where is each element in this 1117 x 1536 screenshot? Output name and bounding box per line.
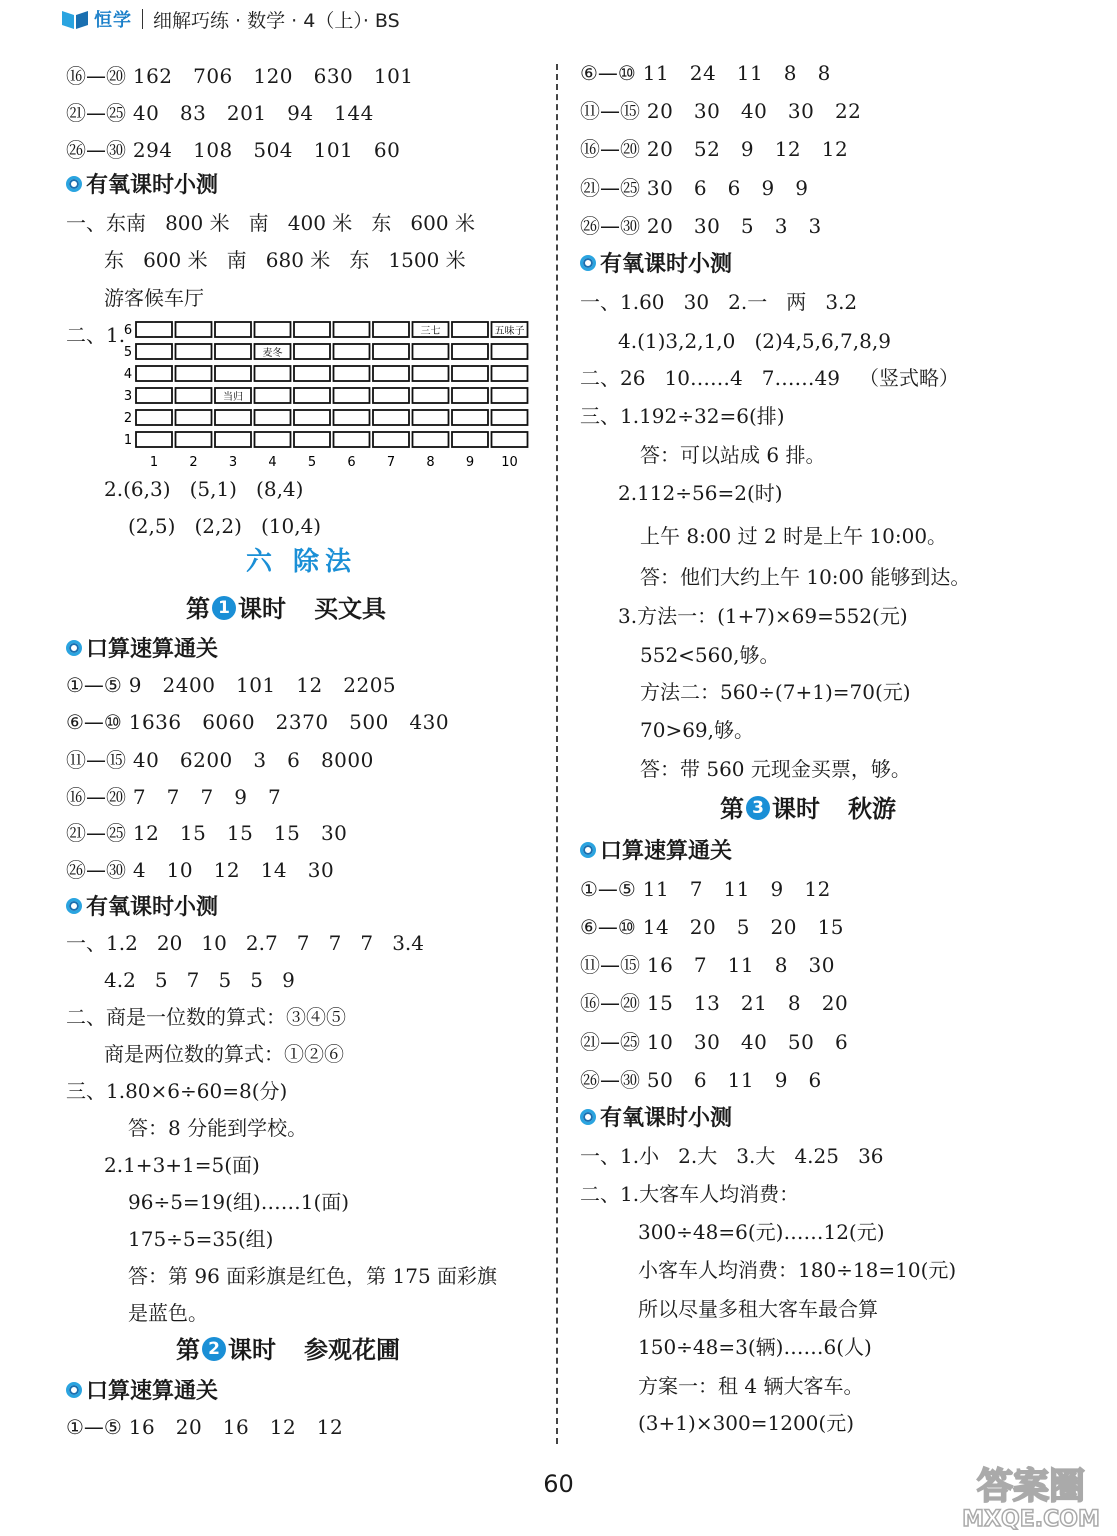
- grid-cell: [215, 344, 251, 359]
- answer-values: 30 6 6 9 9: [640, 176, 809, 200]
- answer-values: 40 83 201 94 144: [126, 101, 374, 125]
- column-divider: [556, 64, 558, 1444]
- answer-row: [580, 1030, 848, 1054]
- answer-values: 1636 6060 2370 500 430: [121, 710, 450, 734]
- subsection-heading: [580, 840, 732, 864]
- answer-values: 20 52 9 12 12: [640, 137, 849, 161]
- answer-row: [580, 137, 848, 161]
- subsection-heading: [66, 896, 218, 920]
- lesson-suffix: 课时: [228, 1336, 276, 1364]
- grid-cell: [136, 344, 172, 359]
- answer-line: 所以尽量多租大客车最合算: [638, 1297, 878, 1321]
- answer-line: 小客车人均消费：180÷18=10(元): [638, 1258, 957, 1282]
- grid-col-label: 5: [307, 455, 317, 468]
- grid-cell: [492, 432, 528, 447]
- answer-line: 东 600 米 南 680 米 东 1500 米: [104, 248, 466, 272]
- answer-row: [580, 877, 831, 901]
- grid-cell: [294, 366, 330, 381]
- grid-cell: [215, 432, 251, 447]
- grid-row-label: 3: [123, 389, 133, 404]
- question-range: ①—⑤: [66, 1415, 122, 1439]
- header-separator: [142, 9, 143, 29]
- answer-row: [580, 176, 809, 200]
- subsection-title: 口算速算通关: [600, 839, 733, 864]
- answer-line: 答：8 分能到学校。: [128, 1116, 308, 1140]
- answer-line: 2.112÷56=2(时): [618, 481, 783, 505]
- question-range: ⑥—⑩: [580, 915, 636, 939]
- grid-cell: [294, 388, 330, 403]
- answer-values: 12 15 15 15 30: [126, 821, 348, 845]
- grid-col-label: 1: [149, 455, 159, 468]
- grid-cell: [334, 344, 370, 359]
- answer-line: 二、1.大客车人均消费：: [580, 1182, 800, 1206]
- answer-line: 4.2 5 7 5 5 9: [104, 968, 295, 992]
- grid-cell: [334, 410, 370, 425]
- grid-cell-label: 麦冬: [262, 348, 283, 359]
- chapter-title: 六 除法: [246, 547, 358, 577]
- subsection-title: 有氧课时小测: [86, 895, 219, 920]
- subsection-heading: [580, 253, 732, 277]
- lesson-prefix: 第: [720, 795, 744, 823]
- lesson-number-badge: 3: [746, 796, 770, 820]
- grid-cell: [452, 432, 488, 447]
- grid-col-label: 2: [189, 455, 198, 468]
- lesson-heading: [720, 797, 896, 822]
- question-range: ①—⑤: [580, 877, 636, 901]
- grid-cell: [492, 366, 528, 381]
- answer-line: 三、1.80×6÷60=8(分): [66, 1079, 288, 1103]
- grid-cell: [176, 344, 212, 359]
- answer-line: 答：他们大约上午 10:00 能够到达。: [640, 565, 971, 589]
- grid-row-label: 1: [123, 433, 133, 448]
- grid-cell: [136, 322, 172, 337]
- answer-values: 294 108 504 101 60: [126, 138, 401, 162]
- answer-line: 游客候车厅: [104, 286, 204, 310]
- grid-cell: [452, 322, 488, 337]
- grid-cell: [136, 432, 172, 447]
- grid-cell: [413, 388, 449, 403]
- answer-values: 20 30 5 3 3: [640, 214, 822, 238]
- answer-row: [66, 673, 396, 697]
- answer-line: 300÷48=6(元)……12(元): [638, 1220, 885, 1244]
- answer-values: 14 20 5 20 15: [635, 915, 845, 939]
- grid-cell: [413, 432, 449, 447]
- lesson-prefix: 第: [176, 1336, 200, 1364]
- grid-col-label: 3: [228, 455, 238, 468]
- answer-values: 16 7 11 8 30: [640, 953, 835, 977]
- logo-text: 恒学: [94, 10, 132, 31]
- question-range: ⑪—⑮: [66, 748, 126, 772]
- subsection-title: 口算速算通关: [86, 637, 219, 662]
- question-range: ⑯—⑳: [580, 991, 640, 1015]
- answer-line: 方案一：租 4 辆大客车。: [638, 1374, 864, 1398]
- subsection-heading: [66, 174, 218, 198]
- book-title: 细解巧练 · 数学 · 4（上）· BS: [153, 9, 400, 32]
- grid-cell: [176, 366, 212, 381]
- grid-cell: [294, 432, 330, 447]
- grid-cell: [373, 344, 409, 359]
- answer-line: (2,5) (2,2) (10,4): [128, 514, 322, 538]
- bullet-icon: [66, 176, 82, 192]
- grid-cell: [334, 432, 370, 447]
- answer-line: 150÷48=3(辆)……6(人): [638, 1335, 872, 1359]
- question-range: ⑯—⑳: [66, 785, 126, 809]
- question-range: ㉑—㉕: [66, 821, 126, 845]
- question-range: ㉖—㉚: [580, 1068, 640, 1092]
- answer-line: 方法二：560÷(7+1)=70(元): [640, 680, 911, 704]
- grid-cell: [136, 388, 172, 403]
- answer-line: 70>69,够。: [640, 718, 755, 742]
- grid-row-label: 6: [123, 323, 133, 338]
- answer-row: [580, 1068, 822, 1092]
- answer-line: 552<560,够。: [640, 643, 780, 667]
- grid-cell: [492, 410, 528, 425]
- answer-line: 2.1+3+1=5(面): [104, 1153, 260, 1177]
- grid-col-label: 8: [426, 455, 435, 468]
- answer-values: 16 20 16 12 12: [121, 1415, 344, 1439]
- page-number: 60: [543, 1470, 574, 1498]
- answer-row: [580, 953, 835, 977]
- grid-cell-label: 三七: [420, 326, 441, 337]
- page-header: [60, 4, 400, 34]
- bullet-icon: [580, 255, 596, 271]
- grid-col-label: 10: [501, 455, 518, 468]
- book-icon: [60, 7, 90, 31]
- grid-cell: [136, 366, 172, 381]
- grid-row-label: 4: [123, 367, 133, 382]
- grid-col-label: 6: [347, 455, 356, 468]
- lesson-name: 参观花圃: [304, 1336, 400, 1364]
- grid-cell: [294, 410, 330, 425]
- question-range: ⑥—⑩: [580, 61, 636, 85]
- answer-row: [580, 991, 848, 1015]
- answer-line: 一、东南 800 米 南 400 米 东 600 米: [66, 211, 475, 235]
- answer-row: [66, 748, 374, 772]
- grid-cell: [373, 388, 409, 403]
- answer-line: 三、1.192÷32=6(排): [580, 404, 785, 428]
- grid-row-label: 2: [123, 411, 133, 426]
- answer-row: [66, 138, 400, 162]
- answer-line: (3+1)×300=1200(元): [638, 1411, 855, 1435]
- grid-cell-label: 当归: [223, 392, 243, 403]
- grid-cell: [452, 410, 488, 425]
- answer-line: 答：可以站成 6 排。: [640, 443, 826, 467]
- grid-cell: [215, 410, 251, 425]
- grid-cell: [452, 344, 488, 359]
- answer-line: 一、1.2 20 10 2.7 7 7 7 3.4: [66, 931, 424, 955]
- answer-row: [66, 821, 347, 845]
- grid-cell: [294, 344, 330, 359]
- answer-values: 20 30 40 30 22: [640, 99, 862, 123]
- answer-values: 4 10 12 14 30: [126, 858, 335, 882]
- grid-cell: [334, 322, 370, 337]
- watermark-logo: [951, 1456, 1111, 1532]
- lesson-number-badge: 1: [212, 596, 236, 620]
- answer-line: 4.(1)3,2,1,0 (2)4,5,6,7,8,9: [618, 329, 891, 353]
- subsection-heading: [580, 1107, 732, 1131]
- watermark-text: 答案圈: [976, 1466, 1086, 1507]
- answer-line: 96÷5=19(组)……1(面): [128, 1190, 350, 1214]
- grid-cell: [334, 366, 370, 381]
- watermark-url: MXQE.COM: [962, 1507, 1100, 1532]
- grid-cell: [255, 432, 291, 447]
- grid-cell: [136, 410, 172, 425]
- answer-row: [580, 99, 861, 123]
- answer-line: 175÷5=35(组): [128, 1227, 274, 1251]
- bullet-icon: [66, 898, 82, 914]
- lesson-name: 买文具: [314, 595, 386, 623]
- answer-line: 二、1.: [66, 323, 126, 347]
- grid-cell: [452, 388, 488, 403]
- question-range: ㉖—㉚: [580, 214, 640, 238]
- answer-line: 上午 8:00 过 2 时是上午 10:00。: [640, 524, 948, 548]
- question-range: ㉑—㉕: [66, 101, 126, 125]
- subsection-title: 有氧课时小测: [600, 252, 733, 277]
- answer-line: 3.方法一：(1+7)×69=552(元): [618, 604, 908, 628]
- grid-col-label: 9: [465, 455, 475, 468]
- answer-row: [580, 61, 831, 85]
- grid-cell: [255, 322, 291, 337]
- answer-line: 商是两位数的算式：①②⑥: [104, 1042, 344, 1066]
- bullet-icon: [66, 640, 82, 656]
- grid-cell: [255, 366, 291, 381]
- grid-row-label: 5: [123, 345, 133, 360]
- grid-cell: [492, 344, 528, 359]
- bullet-icon: [580, 842, 596, 858]
- answer-values: 11 24 11 8 8: [635, 61, 831, 85]
- question-range: ⑪—⑮: [580, 99, 640, 123]
- lesson-heading: [186, 597, 386, 622]
- grid-cell: [492, 388, 528, 403]
- subsection-title: 有氧课时小测: [86, 173, 219, 198]
- coordinate-grid: [120, 318, 540, 468]
- question-range: ㉖—㉚: [66, 138, 126, 162]
- answer-line: 是蓝色。: [128, 1301, 208, 1325]
- answer-line: 2.(6,3) (5,1) (8,4): [104, 477, 304, 501]
- lesson-number-badge: 2: [202, 1337, 226, 1361]
- grid-figure: [120, 318, 540, 468]
- grid-cell: [373, 410, 409, 425]
- lesson-heading: [176, 1338, 400, 1363]
- answer-line: 二、26 10……4 7……49 （竖式略）: [580, 366, 960, 390]
- question-range: ㉖—㉚: [66, 858, 126, 882]
- answer-line: 二、商是一位数的算式：③④⑤: [66, 1005, 346, 1029]
- grid-cell: [215, 366, 251, 381]
- question-range: ⑪—⑮: [580, 953, 640, 977]
- bullet-icon: [580, 1109, 596, 1125]
- grid-cell: [255, 410, 291, 425]
- question-range: ⑯—⑳: [66, 64, 126, 88]
- answer-line: 答：第 96 面彩旗是红色，第 175 面彩旗: [128, 1264, 498, 1288]
- grid-col-label: 7: [386, 455, 396, 468]
- question-range: ①—⑤: [66, 673, 122, 697]
- answer-row: [66, 785, 281, 809]
- publisher-logo: [60, 6, 132, 32]
- answer-row: [66, 858, 334, 882]
- answer-values: 162 706 120 630 101: [126, 64, 414, 88]
- subsection-title: 有氧课时小测: [600, 1106, 733, 1131]
- grid-cell: [176, 410, 212, 425]
- lesson-prefix: 第: [186, 595, 210, 623]
- answer-line: 一、1.小 2.大 3.大 4.25 36: [580, 1144, 884, 1168]
- grid-cell: [255, 388, 291, 403]
- question-range: ⑥—⑩: [66, 710, 122, 734]
- grid-cell: [176, 432, 212, 447]
- grid-cell: [413, 410, 449, 425]
- bullet-icon: [66, 1382, 82, 1398]
- grid-cell: [413, 366, 449, 381]
- grid-cell: [334, 388, 370, 403]
- answer-values: 7 7 7 9 7: [126, 785, 282, 809]
- answer-line: 一、1.60 30 2.一 两 3.2: [580, 290, 858, 314]
- question-range: ㉑—㉕: [580, 1030, 640, 1054]
- answer-values: 9 2400 101 12 2205: [121, 673, 397, 697]
- answer-row: [66, 1415, 343, 1439]
- answer-values: 11 7 11 9 12: [635, 877, 831, 901]
- grid-cell: [452, 366, 488, 381]
- grid-cell: [176, 322, 212, 337]
- answer-values: 40 6200 3 6 8000: [126, 748, 374, 772]
- grid-cell: [373, 322, 409, 337]
- answer-row: [66, 710, 449, 734]
- answer-row: [580, 915, 844, 939]
- subsection-title: 口算速算通关: [86, 1379, 219, 1404]
- answer-values: 15 13 21 8 20: [640, 991, 849, 1015]
- grid-cell: [413, 344, 449, 359]
- lesson-suffix: 课时: [238, 595, 286, 623]
- lesson-suffix: 课时: [772, 795, 820, 823]
- question-range: ⑯—⑳: [580, 137, 640, 161]
- answer-row: [66, 64, 414, 88]
- subsection-heading: [66, 638, 218, 662]
- lesson-name: 秋游: [848, 795, 896, 823]
- answer-row: [66, 101, 374, 125]
- answer-line: 答：带 560 元现金买票，够。: [640, 757, 911, 781]
- grid-cell: [373, 432, 409, 447]
- grid-cell: [294, 322, 330, 337]
- grid-cell: [215, 322, 251, 337]
- grid-cell: [176, 388, 212, 403]
- question-range: ㉑—㉕: [580, 176, 640, 200]
- answer-values: 10 30 40 50 6: [640, 1030, 849, 1054]
- grid-cell: [373, 366, 409, 381]
- grid-cell-label: 五味子: [494, 326, 525, 337]
- grid-col-label: 4: [268, 455, 277, 468]
- answer-values: 50 6 11 9 6: [640, 1068, 822, 1092]
- answer-row: [580, 214, 822, 238]
- subsection-heading: [66, 1380, 218, 1404]
